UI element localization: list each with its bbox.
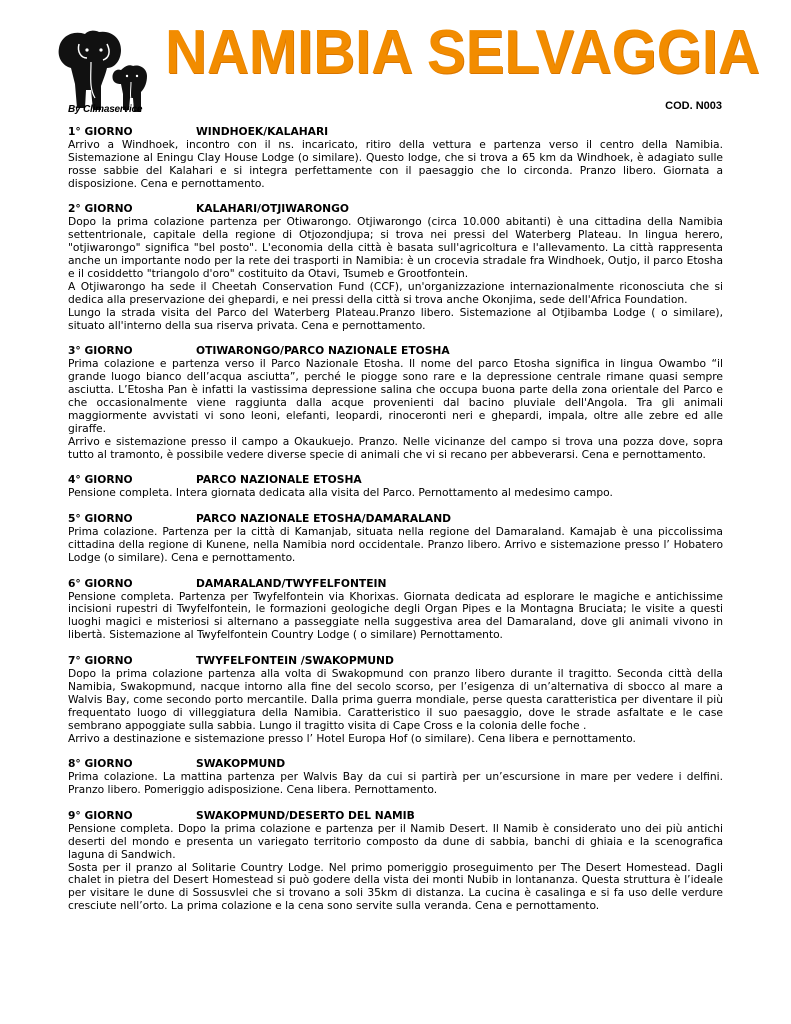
day-route: KALAHARI/OTJIWARONGO <box>196 202 349 216</box>
day-route: SWAKOPMUND <box>196 757 286 771</box>
day-route: OTIWARONGO/PARCO NAZIONALE ETOSHA <box>196 344 450 358</box>
day-paragraph: Prima colazione. Partenza per la città di Kamanjab, situata nella regione del Damaraland. Kamajab è una piccolissima cittadina della regione di Kunene, nella Namibia nord occidentale. Pranzo libero. Arrivo e sistemazione presso l’ Hobatero Lodge (o similare). Cena e pernottamento. <box>68 525 723 564</box>
day-paragraph: Pensione completa. Intera giornata dedicata alla visita del Parco. Pernottamento al medesimo campo. <box>68 486 613 500</box>
day-paragraph: A Otjiwarongo ha sede il Cheetah Conservation Fund (CCF), un'organizzazione internazionalmente riconosciuta che si dedica alla preservazione dei ghepardi, e nei pressi della città si trova anche Okonjima, sede dell'Africa Foundation. <box>68 279 723 306</box>
day-paragraph: Arrivo e sistemazione presso il campo a Okaukuejo. Pranzo. Nelle vicinanze del campo si trova una pozza dove, sopra tutto al tramonto, è possibile vedere diverse specie di animali che vi si recano per abbeverarsi. Cena e pernottamento. <box>68 434 723 461</box>
day-route: DAMARALAND/TWYFELFONTEIN <box>196 576 387 590</box>
day-paragraph: Pensione completa. Dopo la prima colazione e partenza per il Namib Desert. Il Namib è considerato uno dei più antichi deserti del mondo e presenta un variegato territorio composto da dune di sabbia, banchi di ghiaia e la scenografica laguna di Sandwich. <box>68 821 723 861</box>
day-route: SWAKOPMUND/DESERTO DEL NAMIB <box>196 808 415 822</box>
day-route: PARCO NAZIONALE ETOSHA <box>196 473 362 487</box>
day-paragraph: Arrivo a destinazione e sistemazione presso l’ Hotel Europa Hof (o similare). Cena libera e pernottamento. <box>68 731 636 745</box>
day-section <box>68 513 723 565</box>
day-section <box>68 655 723 745</box>
day-paragraph: Dopo la prima colazione partenza per Otiwarongo. Otjiwarongo (circa 10.000 abitanti) è una cittadina della Namibia settentrionale, capitale della regione di Otjozondjupa; si trova nei pressi del Waterberg Plateau. In lingua herero, "otjiwarongo" significa "bel posto". L'economia della città è basata sull'agricoltura e l'allevamento. La città rappresenta anche un importante nodo per la rete dei trasporti in Namibia: è un crocevia stradale fra Windhoek, Outjo, il parco Etosha e il cosiddetto "triangolo d'oro" costituito da Otavi, Tsumeb e Grootfontein. <box>68 215 723 280</box>
day-section <box>68 345 723 461</box>
day-number: 8° GIORNO <box>68 757 133 771</box>
day-section <box>68 126 723 191</box>
day-heading <box>68 126 723 139</box>
day-paragraph: Lungo la strada visita del Parco del Waterberg Plateau.Pranzo libero. Sistemazione al Otjibamba Lodge ( o similare), situato all'interno della sua riserva privata. Cena e pernottamento. <box>68 305 723 332</box>
day-section <box>68 578 723 643</box>
day-paragraph: Prima colazione. La mattina partenza per Walvis Bay da cui si partirà per un’escursione in mare per vedere i delfini. Pranzo libero. Pomeriggio adisposizione. Cena libera. Pernottamento. <box>68 770 723 797</box>
itinerary <box>68 126 723 926</box>
day-number: 1° GIORNO <box>68 125 133 138</box>
day-route: WINDHOEK/KALAHARI <box>196 125 329 138</box>
day-heading <box>68 578 723 591</box>
day-number: 2° GIORNO <box>68 202 133 216</box>
logo-caption: By Climaservice <box>68 104 143 115</box>
page-title: NAMIBIA SELVAGGIA <box>165 18 760 87</box>
day-section <box>68 474 723 500</box>
day-number: 6° GIORNO <box>68 576 133 590</box>
day-heading <box>68 810 723 823</box>
product-code: COD. N003 <box>665 100 722 112</box>
day-number: 4° GIORNO <box>68 473 133 487</box>
day-paragraph: Arrivo a Windhoek, incontro con il ns. incaricato, ritiro della vettura e partenza verso il centro della Namibia. Sistemazione al Eningu Clay House Lodge (o similare). Questo lodge, che si trova a 65 km da Windhoek, è adagiato sulle rosse sabbie del Kalahari e si integra perfettamente con il paesaggio che lo circonda. Pranzo libero. Giornata a disposizione. Cena e pernottamento. <box>68 137 723 190</box>
day-number: 9° GIORNO <box>68 808 133 822</box>
day-section <box>68 758 723 797</box>
day-number: 7° GIORNO <box>68 654 133 668</box>
day-paragraph: Prima colazione e partenza verso il Parco Nazionale Etosha. Il nome del parco Etosha significa in lingua Owambo “il grande luogo bianco dell’acqua asciutta”, perché le piogge sono rare e la depressione centrale rimane quasi sempre asciutta. L’Etosha Pan è infatti la vastissima depressione salina che occupa buona parte della zona orientale del Parco e che occasionalmente viene raggiunta dalla acque provenienti dal bacino pluviale dell'Angola. Tra gli animali maggiormente avvistati vi sono leoni, elefanti, leopardi, rinoceronti neri e ghepardi, impala, oltre alle zebre ed alle giraffe. <box>68 357 723 435</box>
day-paragraph: Sosta per il pranzo al Solitarie Country Lodge. Nel primo pomeriggio proseguimento per The Desert Homestead. Dagli chalet in pietra del Desert Homestead si può godere della vista dei monti Nubib in lontananza. Questa struttura è l’ideale per visitare le dune di Sossusvlei che si trovano a soli 35km di distanza. La cucina è casalinga e si fa uso delle verdure cresciute nell’orto. La prima colazione e la cena sono servite sulla veranda. Cena e pernottamento. <box>68 860 723 913</box>
day-section <box>68 203 723 332</box>
day-route: TWYFELFONTEIN /SWAKOPMUND <box>196 654 394 668</box>
day-route: PARCO NAZIONALE ETOSHA/DAMARALAND <box>196 512 452 526</box>
day-number: 3° GIORNO <box>68 344 133 358</box>
day-section <box>68 810 723 913</box>
day-paragraph: Pensione completa. Partenza per Twyfelfontein via Khorixas. Giornata dedicata ad esplorare le magiche e antichissime incisioni rupestri di Twyfelfontein, le formazioni geologiche degli Organ Pipes e la Montagna Bruciata; le visite a questi luoghi magici e misteriosi si alternano a passeggiate nella suggestiva area del Damaraland, dove gli animali vivono in libertà. Sistemazione al Twyfelfontein Country Lodge ( o similare) Pernottamento. <box>68 589 723 642</box>
day-paragraph: Dopo la prima colazione partenza alla volta di Swakopmund con pranzo libero durante il tragitto. Seconda città della Namibia, Swakopmund, nacque intorno alla fine del secolo scorso, per l’esigenza di un’alternativa di sbocco al mare a Walvis Bay, come secondo porto mercantile. Dalla prima guerra mondiale, perse questa caratteristica per diventare il più frequentato luogo di villeggiatura della Namibia. Caratteristico il suo paesaggio, dove le strade asfaltate e le case sembrano appoggiate sulla sabbia. Lungo il tragitto visita di Cape Cross e la colonia delle foche . <box>68 666 723 732</box>
day-number: 5° GIORNO <box>68 512 133 526</box>
